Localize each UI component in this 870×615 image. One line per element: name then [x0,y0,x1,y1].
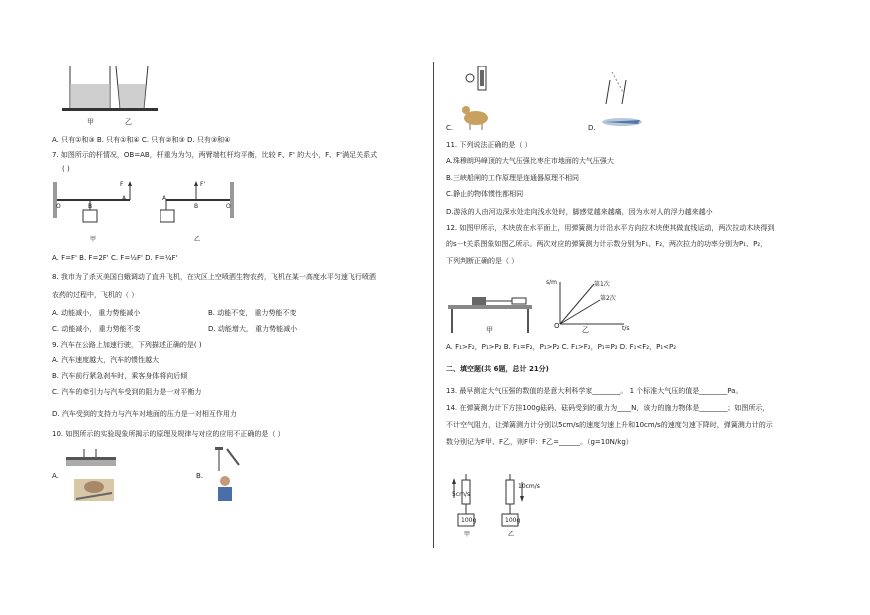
q8-option-C: C. 动能减小， 重力势能不变 [52,325,141,333]
containers-figure [62,64,162,124]
q12-graph-series1: 第1次 [594,281,610,288]
q10-option-B: B. [196,472,204,480]
q12-table-figure [448,287,538,337]
q7-label-B: B [88,203,93,210]
section-fill-in-blank: 二、填空题(共 6题，总计 21分) [446,365,549,373]
q8-stem-line1: 8. 我市为了杀灭美国白蛾调动了直升飞机，在灾区上空喷洒生物农药，飞机在某一高度水平匀速飞行喷洒 [52,273,376,281]
q7-label-O: O [56,203,61,210]
q9-option-A: A. 汽车速度越大，汽车的惯性越大 [52,356,160,364]
q9-option-C: C. 汽车的牵引力与汽车受到的阻力是一对平衡力 [52,388,202,396]
q12-label-yi: 乙 [582,326,589,334]
column-divider [433,62,434,548]
q12-graph-xlabel: t/s [622,325,630,332]
q10-figure-a [66,445,126,505]
q10-figure-b [205,443,255,505]
q14-label-yi: 乙 [508,531,515,538]
q14-mass-yi: 100g [505,517,521,524]
q8-stem-line2: 农药的过程中，飞机的（ ） [52,291,139,299]
option-d-label: D. [588,124,596,132]
q12-stem-line1: 12. 如图甲所示，木块放在水平面上，用弹簧测力计沿水平方向拉木块使其做直线运动，两次拉动木块得到 [446,224,775,232]
fig-label-jia: 甲 [87,118,94,126]
option-c-figure [456,66,496,132]
q14-mass-jia: 100g [461,517,477,524]
q9-option-B: B. 汽车前行紧急刹车时，乘客身体将向后倾 [52,372,188,380]
q14-velocity-jia: 5cm/s [452,491,471,498]
q12-stem-line2: 的s－t关系图象如图乙所示。两次对应的弹簧测力计示数分别为F₁、F₂，两次拉力的功率分别为P₁、P₂， [446,240,768,248]
q9-stem: 9. 汽车在公路上加速行驶，下列描述正确的是( ) [52,341,202,349]
q7-label-B2: B [194,203,199,210]
option-d-figure [598,64,650,130]
q6-options: A. 只有①和③ B. 只有①和④ C. 只有②和③ D. 只有③和④ [52,136,231,144]
q12-stem-line3: 下列判断正确的是（ ） [446,257,519,265]
q10-stem: 10. 如图所示的实验现象所揭示的原理及规律与对应的应用不正确的是（ ） [52,430,285,438]
q14-velocity-yi: 10cm/s [518,483,540,490]
lever-figure-jia [50,178,140,240]
q12-graph-origin: O [554,322,560,330]
q11-option-A: A.珠穆朗玛峰顶的大气压强比枣庄市地面的大气压强大 [446,157,614,165]
q7-label-yi: 乙 [194,236,201,243]
q14-line3: 数分别记为F甲、F乙，则F甲：F乙=______。（g=10N/kg） [446,438,633,446]
q14-label-jia: 甲 [464,531,471,538]
q7-label-A: A [122,195,127,202]
q14-line2: 不计空气阻力，让弹簧测力计分别以5cm/s的速度匀速上升和10cm/s的速度匀速下降时，弹簧测力计的示 [446,421,773,429]
fig-label-yi: 乙 [125,118,132,126]
q12-label-jia: 甲 [486,326,493,334]
q11-option-B: B.三峡船闸的工作原理是连通器原理不相同 [446,174,580,182]
q7-label-O2: O [226,203,231,210]
q9-option-D: D. 汽车受到的支持力与汽车对地面的压力是一对相互作用力 [52,410,237,418]
q7-label-A2: A [162,195,167,202]
q8-option-A: A. 动能减小， 重力势能减小 [52,309,141,317]
q7-label-F: F [120,181,124,188]
option-c-label: C. [446,124,454,132]
q8-option-B: B. 动能不变， 重力势能不变 [208,309,297,317]
q8-option-D: D. 动能增大， 重力势能减小 [208,325,298,333]
q7-options: A. F=F' B. F=2F' C. F=½F' D. F=¼F' [52,254,178,262]
q11-stem: 11. 下列说法正确的是（ ） [446,141,532,149]
q7-stem-line1: 7. 如图所示的杆情况，OB=AB，杆重为为匀，两臂端杠杆均平衡，比较 F、F' 的大小，F、F'满足关系式 [52,151,378,159]
q10-option-A: A. [52,472,59,480]
q12-graph-ylabel: s/m [546,279,557,286]
q7-stem-line2: ( ) [62,165,70,173]
q7-label-jia: 甲 [90,236,97,243]
q11-option-C: C.静止的物体惯性都相同 [446,190,524,198]
q12-options: A. F₁>F₂，P₁>P₂ B. F₁=F₂，P₁>P₂ C. F₁>F₂，P₁=P₂ D. F₁<F₂，P₁<P₂ [446,343,677,351]
q14-line1: 14. 在弹簧测力计下方挂100g砝码，砝码受到的重力为____N，该力的施力物体是________；如图所示， [446,404,770,412]
q13: 13. 最早测定大气压强的数值的是意大利科学家________。 1 个标准大气压的值是________Pa。 [446,387,743,395]
q12-st-graph [552,280,628,330]
q12-graph-series2: 第2次 [600,295,616,302]
q11-option-D: D.游泳的人由河边深水处走向浅水处时，脚感觉越来越痛，因为水对人的浮力越来越小 [446,208,713,216]
q7-label-F2: F' [200,181,206,188]
